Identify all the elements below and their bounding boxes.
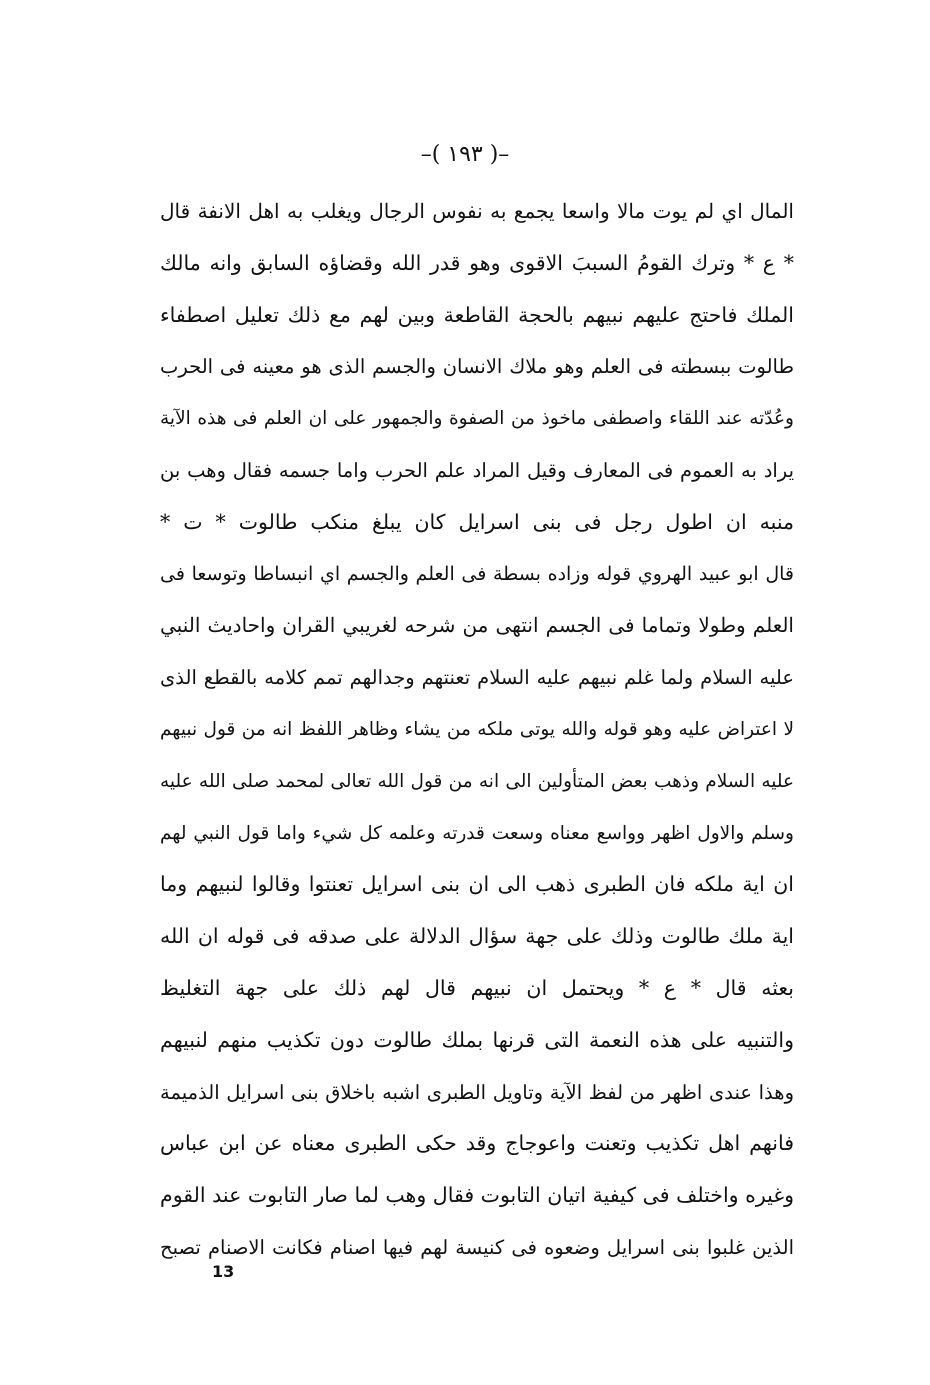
text-line: بعثه قال * ع * ويحتمل ان نبيهم قال لهم ذلك على جهة التغليظ [160,975,794,1000]
text-line: وهذا عندى اظهر من لفظ الآية وتاويل الطبرى اشبه باخلاق بنى اسرايل الذميمة [160,1080,794,1104]
page-number: –( ١٩٣ )– [420,142,510,167]
text-line: ان اية ملكه فان الطبرى ذهب الى ان بنى اسرايل تعنتوا وقالوا لنبيهم وما [160,872,794,897]
text-line: لا اعتراض عليه وهو قوله والله يوتى ملكه من يشاء وظاهر اللفظ انه من قول نبيهم [160,718,794,740]
text-line: وعُدّته عند اللقاء واصطفى ماخوذ من الصفوة والجمهور على ان العلم فى هذه الآية [160,408,794,430]
text-line: طالوت ببسطته فى العلم وهو ملاك الانسان والجسم الذى هو معينه فى الحرب [160,355,794,379]
text-line: عليه السلام وذهب بعض المتأولين الى انه من قول الله تعالى لمحمد صلى الله عليه [160,770,794,792]
body-text [160,186,794,1274]
text-line: اية ملك طالوت وذلك على جهة سؤال الدلالة على صدقه فى قوله ان الله [160,924,794,949]
text-line: يراد به العموم فى المعارف وقيل المراد علم الحرب واما جسمه فقال وهب بن [160,458,794,482]
text-line: الملك فاحتج عليهم نبيهم بالحجة القاطعة وبين لهم مع ذلك تعليل اصطفاء [160,302,794,327]
text-line: وسلم والاول اظهر وواسع معناه وسعت قدرته وعلمه كل شيء واما قول النبي لهم [160,822,794,844]
text-line: وغيره واختلف فى كيفية اتيان التابوت فقال وهب لما صار التابوت عند القوم [160,1183,794,1208]
text-line: عليه السلام ولما غلم نبيهم عليه السلام تعنتهم وجدالهم تمم كلامه بالقطع الذى [160,666,794,690]
text-line: فانهم اهل تكذيب وتعنت واعوجاج وقد حكى الطبرى معناه عن ابن عباس [160,1131,794,1156]
signature-mark: 13 [212,1262,235,1281]
text-line: قال ابو عبيد الهروي قوله وزاده بسطة فى العلم والجسم اي انبساطا وتوسعا فى [160,562,794,585]
text-line: المال اي لم يوت مالا واسعا يجمع به نفوس الرجال ويغلب به اهل الانفة قال [160,199,794,223]
text-line: منبه ان اطول رجل فى بنى اسرايل كان يبلغ منكب طالوت * ت * [160,509,794,534]
text-line: والتنبيه على هذه النعمة التى قرنها بملك طالوت دون تكذيب منهم لنبيهم [160,1027,794,1052]
text-line: الذين غلبوا بنى اسرايل وضعوه فى كنيسة لهم فيها اصنام فكانت الاصنام تصبح [160,1235,794,1259]
text-line: العلم وطولا وتماما فى الجسم انتهى من شرحه لغريبي القران واحاديث النبي [160,613,794,638]
text-line: * ع * وترك القومُ السببَ الاقوى وهو قدر الله وقضاؤه السابق وانه مالك [160,250,794,275]
